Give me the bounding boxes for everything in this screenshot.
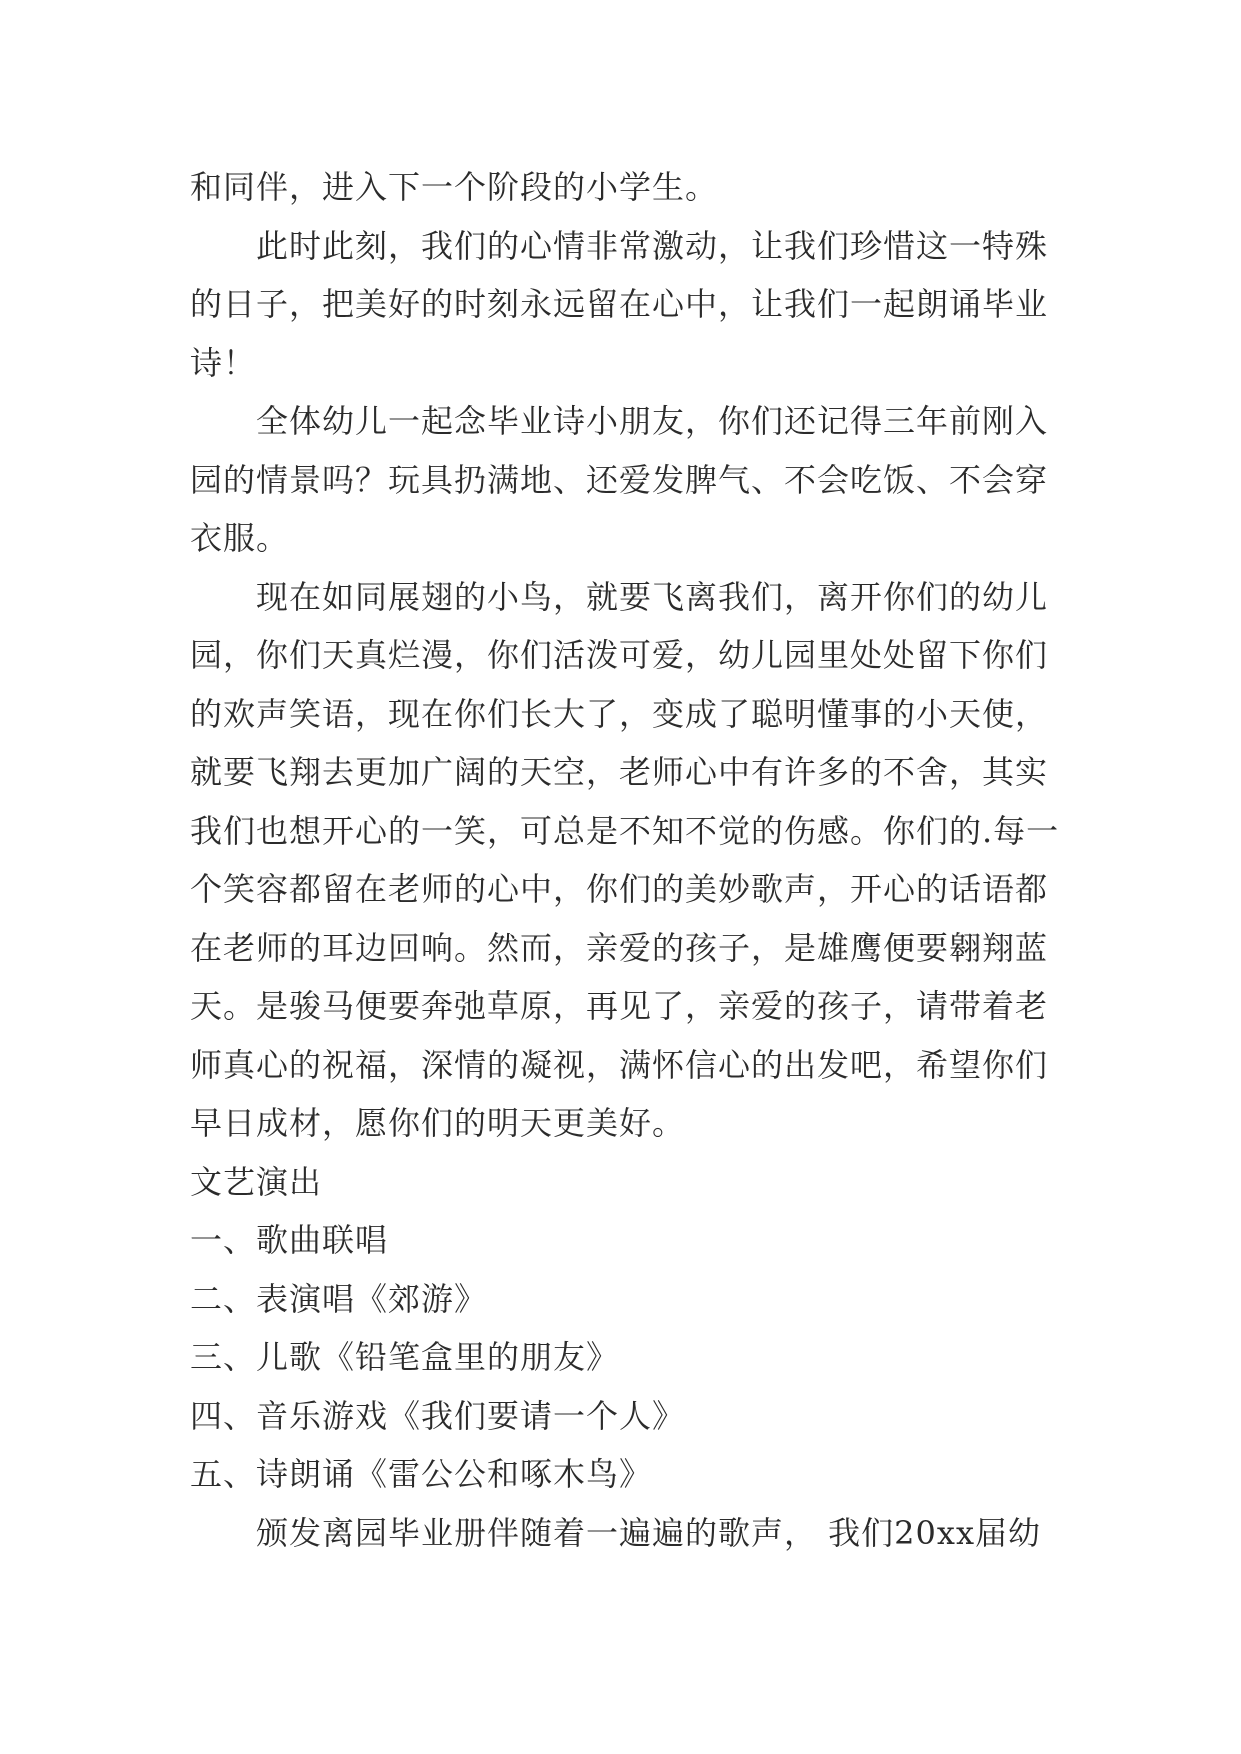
section-title: 文艺演出 [190,1162,323,1201]
paragraph-graduation-poem: 全体幼儿一起念毕业诗小朋友，你们还记得三年前刚入园的情景吗？玩具扔满地、还爱发脾气、不会吃饭、不会穿衣服。 [190,402,1049,557]
program-item: 一、歌曲联唱 [190,1221,389,1259]
program-item: 五、诗朗诵《雷公公和啄木鸟》 [190,1455,653,1493]
paragraph-moment: 此时此刻，我们的心情非常激动，让我们珍惜这一特殊的日子，把美好的时刻永远留在心中，让我们一起朗诵毕业诗！ [190,226,1049,382]
program-item: 四、音乐游戏《我们要请一个人》 [190,1396,686,1435]
paragraph-closing: 颁发离园毕业册伴随着一遍遍的歌声， 我们20xx届幼 [256,1513,1041,1552]
paragraph-farewell: 现在如同展翅的小鸟，就要飞离我们，离开你们的幼儿园，你们天真烂漫，你们活泼可爱，幼儿园里处处留下你们的欢声笑语，现在你们长大了，变成了聪明懂事的小天使，就要飞翔去更加广阔的天空，老师心中有许多的不舍，其实我们也想开心的一笑，可总是不知不觉的伤感。你们的.每一个笑容都留在老师的心中，你们的美妙歌声，开心的话语都在老师的耳边回响。然而，亲爱的孩子，是雄鹰便要翱翔蓝天。是骏马便要奔弛草原，再见了，亲爱的孩子，请带着老师真心的祝福，深情的凝视，满怀信心的出发吧，希望你们早日成材，愿你们的明天更美好。 [190,577,1060,1142]
document-body [190,158,1070,1562]
paragraph-continuation: 和同伴，进入下一个阶段的小学生。 [190,168,719,206]
program-item: 二、表演唱《郊游》 [190,1279,488,1318]
program-item: 三、儿歌《铅笔盒里的朋友》 [190,1338,620,1376]
